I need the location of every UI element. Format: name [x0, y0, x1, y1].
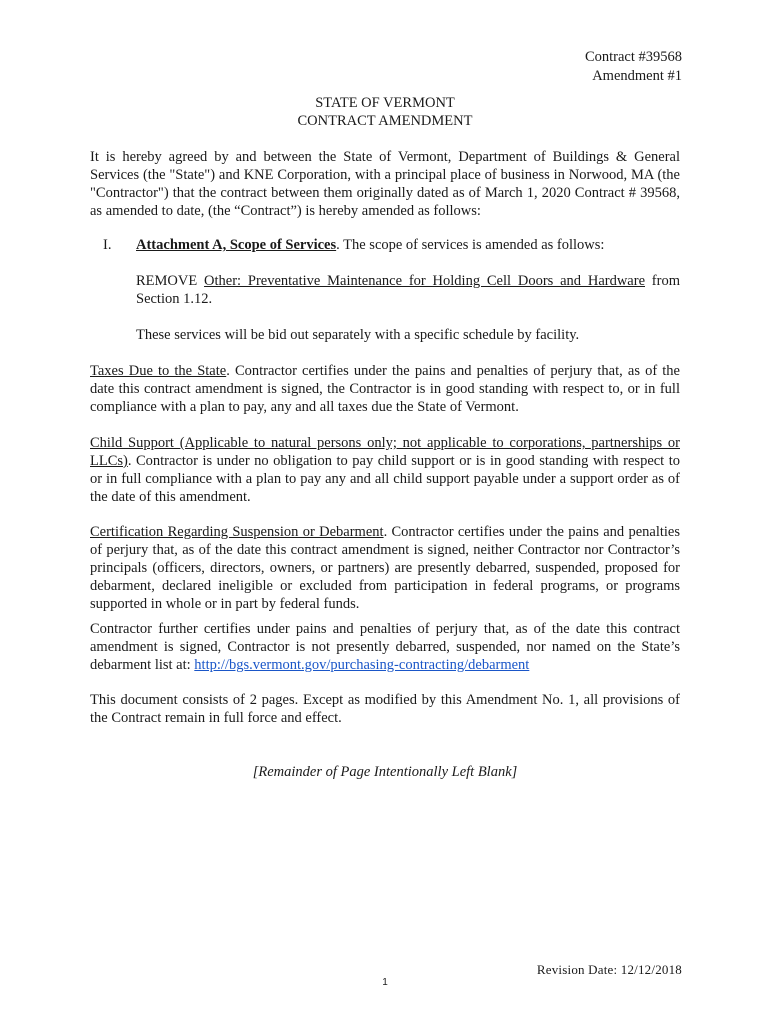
debarment-paragraph: [90, 523, 680, 613]
child-support-paragraph: [90, 434, 680, 506]
section-1-number: I.: [103, 237, 112, 253]
debarment-list-link[interactable]: http://bgs.vermont.gov/purchasing-contracting/debarment: [194, 657, 530, 673]
child-support-heading: Child Support (Applicable to natural persons only; not applicable to corporations, partnerships or LLCs): [90, 435, 680, 469]
further-certification-paragraph: [90, 620, 680, 674]
remove-paragraph: [136, 272, 680, 308]
section-1-heading: [136, 236, 680, 254]
debarment-heading: Certification Regarding Suspension or Debarment: [90, 524, 384, 540]
remove-suffix: from Section 1.12.: [136, 273, 680, 307]
intro-paragraph: It is hereby agreed by and between the State of Vermont, Department of Buildings & General Services (the "State") and KNE Corporation, with a principal place of business in Norwood, MA (the "Contractor") that the contract between them originally dated as of March 1, 2020 Contract # 39568, as amended to date, (the “Contract”) is hereby amended as follows:: [90, 149, 680, 219]
amendment-number: Amendment #1: [592, 68, 682, 84]
contract-header: [585, 48, 682, 86]
debarment-text: . Contractor certifies under the pains and penalties of perjury that, as of the date this contract amendment is signed, neither Contractor nor Contractor’s principals (officers, directors, owners, or partners) are presently debarred, suspended, proposed for debarment, declared ineligible or excluded from participation in federal programs, or programs supported in whole or in part by federal funds.: [90, 524, 680, 612]
bid-note: These services will be bid out separately with a specific schedule by facility.: [136, 327, 580, 343]
section-1-heading-title: Attachment A, Scope of Services: [136, 237, 337, 253]
taxes-heading: Taxes Due to the State: [90, 363, 227, 379]
revision-date: Revision Date: 12/12/2018: [536, 962, 682, 977]
remove-prefix: REMOVE: [136, 273, 205, 289]
child-support-text: . Contractor is under no obligation to pay child support or is in good standing with respect to or in full compliance with a plan to pay any and all child support payable under a support order as of the date of this amendment.: [90, 453, 680, 505]
document-title: [0, 94, 770, 130]
page-number: 1: [382, 977, 388, 988]
further-text: Contractor further certifies under pains and penalties of perjury that, as of the date this contract amendment is signed, Contractor is not presently debarred, suspended, nor named on the State’s debarment list at:: [90, 621, 680, 673]
taxes-paragraph: [90, 362, 680, 416]
contract-number: Contract #39568: [584, 49, 682, 65]
title-line-2: CONTRACT AMENDMENT: [297, 113, 473, 129]
remainder-blank-note: [Remainder of Page Intentionally Left Blank]: [252, 764, 518, 780]
title-line-1: STATE OF VERMONT: [315, 95, 455, 111]
remove-item: Other: Preventative Maintenance for Holding Cell Doors and Hardware: [204, 273, 645, 289]
taxes-text: . Contractor certifies under the pains and penalties of perjury that, as of the date this contract amendment is signed, the Contractor is in good standing with respect to, or in full compliance with a plan to pay, any and all taxes due the State of Vermont.: [90, 363, 680, 415]
section-1-heading-rest: . The scope of services is amended as follows:: [336, 237, 605, 253]
closing-paragraph: This document consists of 2 pages. Except as modified by this Amendment No. 1, all provisions of the Contract remain in full force and effect.: [90, 692, 680, 726]
